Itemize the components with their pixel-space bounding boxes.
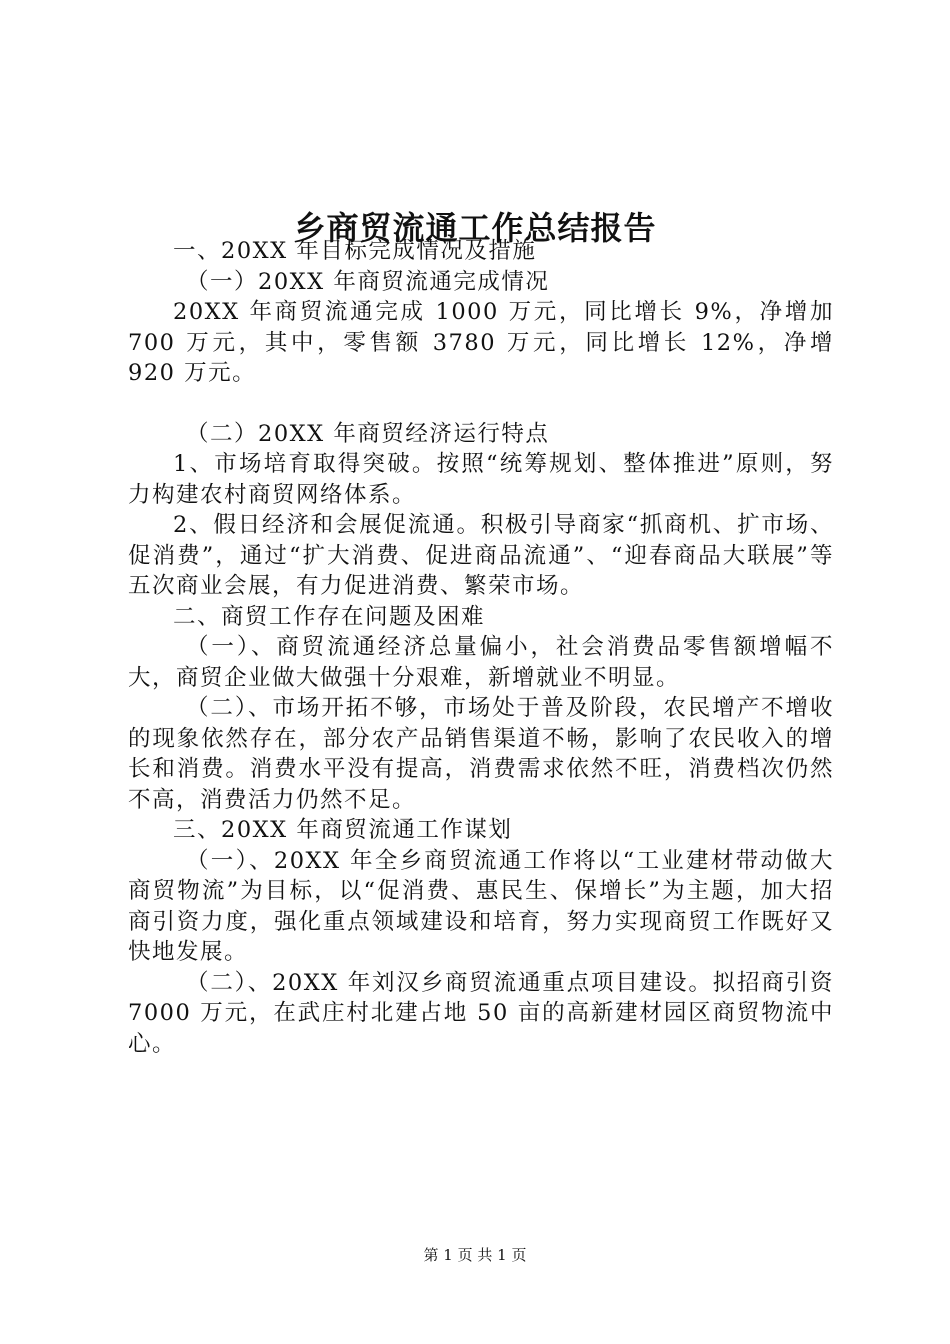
paragraph-market: 1、市场培育取得突破。按照“统筹规划、整体推进”原则，努力构建农村商贸网络体系。 <box>128 451 834 508</box>
section-heading-2: 二、商贸工作存在问题及困难 <box>173 603 486 630</box>
paragraph-holiday-economy: 2、假日经济和会展促流通。积极引导商家“抓商机、扩市场、促消费”，通过“扩大消费、促进商品流通”、“迎春商品大联展”等五次商业会展，有力促进消费、繁荣市场。 <box>128 512 834 599</box>
subsection-heading-1-2: （二）20XX 年商贸经济运行特点 <box>186 420 550 447</box>
paragraph-problem-1: （一）、商贸流通经济总量偏小，社会消费品零售额增幅不大，商贸企业做大做强十分艰难，新增就业不明显。 <box>128 634 834 691</box>
blank-line <box>128 389 834 419</box>
paragraph-completion: 20XX 年商贸流通完成 1000 万元，同比增长 9%，净增加 700 万元，其中，零售额 3780 万元，同比增长 12%，净增 920 万元。 <box>128 299 834 386</box>
document-title: 乡商贸流通工作总结报告 <box>293 209 657 248</box>
page-footer: 第 1 页 共 1 页 <box>423 1246 527 1264</box>
section-heading-3: 三、20XX 年商贸流通工作谋划 <box>173 817 513 843</box>
document-body <box>128 236 834 1059</box>
section-heading-1: 一、20XX 年目标完成情况及措施 <box>173 238 537 264</box>
paragraph-plan-2: （二）、20XX 年刘汉乡商贸流通重点项目建设。拟招商引资 7000 万元，在武庄村北建占地 50 亩的高新建材园区商贸物流中心。 <box>128 969 834 1057</box>
paragraph-plan-1: （一）、20XX 年全乡商贸流通工作将以“工业建材带动做大商贸物流”为目标，以“促消费、惠民生、保增长”为主题，加大招商引资力度，强化重点领域建设和培育，努力实现商贸工作既好又快地发展。 <box>128 847 834 965</box>
paragraph-problem-2: （二）、市场开拓不够，市场处于普及阶段，农民增产不增收的现象依然存在，部分农产品销售渠道不畅，影响了农民收入的增长和消费。消费水平没有提高，消费需求依然不旺，消费档次仍然不高，消费活力仍然不足。 <box>128 695 834 813</box>
subsection-heading-1-1: （一）20XX 年商贸流通完成情况 <box>186 268 550 295</box>
